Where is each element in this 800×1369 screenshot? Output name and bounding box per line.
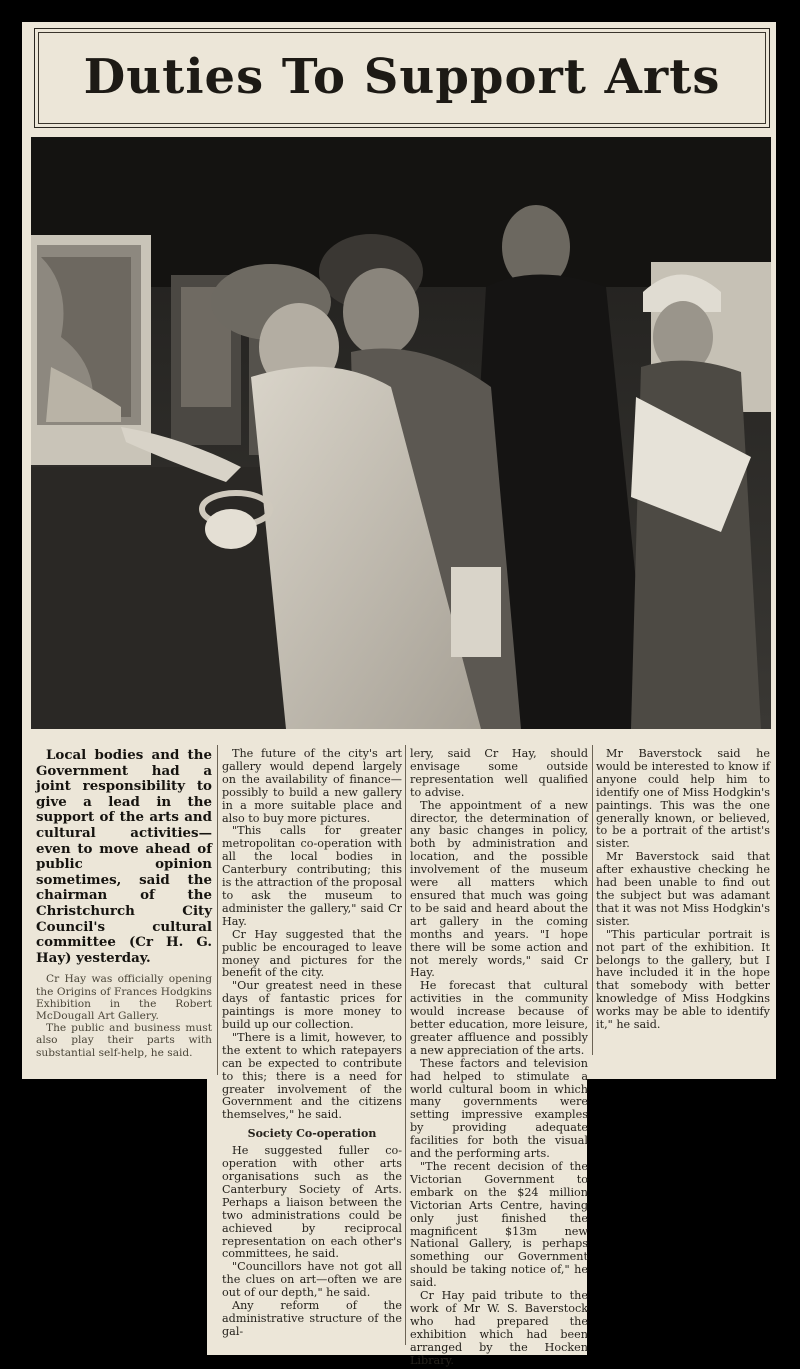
article-column-1 (36, 748, 212, 1059)
article-column-2 (222, 748, 402, 1339)
paragraph: He suggested fuller co-operation with other arts organisations such as the Canterbury Society of Arts. Perhaps a liaison between the two administrations could be achieved by reciprocal representation on each other's committees, he said. (222, 1144, 402, 1261)
article-column-4 (596, 748, 770, 1032)
paragraph: lery, said Cr Hay, should envisage some outside representation well qualified to advise. (410, 747, 588, 799)
column-rule (592, 745, 593, 1055)
paragraph: Mr Baverstock said he would be interested to know if anyone could help him to identify one of Miss Hodgkin's paintings. This was the one generally known, or believed, to be a portrait of the artist's sister. (596, 747, 770, 851)
article-lead: Local bodies and the Government had a joint responsibility to give a lead in the support of the arts and cultural activities—even to move ahead of public opinion sometimes, said the chairman of the Christchurch City Council's cultural committee (Cr H. G. Hay) yesterday. (36, 747, 212, 966)
paragraph: "This particular portrait is not part of the exhibition. It belongs to the gallery, but I have included it in the hope that somebody with better knowledge of Miss Hodgkins works may be able to identify it," he said. (596, 927, 770, 1032)
paragraph: The public and business must also play their parts with substantial self-help, he said. (36, 1022, 212, 1059)
paragraph: The appointment of a new director, the determination of any basic changes in policy, both by administration and location, and the possible involvement of the museum were all matters which ensured that much was going to be said and heard about the art gallery in the coming months and years. "I hope there will be some action and not merely words," said Cr Hay. (410, 798, 588, 980)
paragraph: These factors and television had helped to stimulate a world cultural boom in which many governments were setting impressive examples by providing adequate facilities for both the visual and the performing arts. (410, 1056, 588, 1161)
gallery-photo-illustration (31, 137, 771, 729)
paragraph: Any reform of the administrative structure of the gal- (222, 1299, 402, 1338)
paragraph: Cr Hay was officially opening the Origins of Frances Hodgkins Exhibition in the Robert McDougall Art Gallery. (36, 973, 212, 1022)
paragraph: Cr Hay paid tribute to the work of Mr W. S. Baverstock who had prepared the exhibition which had been arranged by the Hocken Library. (410, 1289, 588, 1367)
news-photo (31, 137, 771, 729)
paragraph: "This calls for greater metropolitan co-operation with all the local bodies in Canterbury contributing; this is the attraction of the proposal to ask the museum to administer the gallery," said Cr Hay. (222, 824, 402, 928)
subheading: Society Co-operation (247, 1127, 377, 1141)
paragraph: Mr Baverstock said that after exhaustive checking he had been unable to find out the subject but was adamant that it was not Miss Hodgkin's sister. (596, 850, 770, 928)
paragraph: "The recent decision of the Victorian Government to embark on the $24 million Victorian Arts Centre, having only just finished the magnificent $13m new National Gallery, is perhaps something our Government should be taking notice of," he said. (410, 1160, 588, 1290)
paragraph: The future of the city's art gallery would depend largely on the availability of finance—possibly to build a new gallery in a more suitable place and also to buy more pictures. (222, 747, 402, 825)
headline: Duties To Support Arts (83, 49, 721, 105)
paragraph: He forecast that cultural activities in the community would increase because of better education, more leisure, greater affluence and possibly a new appreciation of the arts. (410, 979, 588, 1057)
paragraph: "Councillors have not got all the clues on art—often we are out of our depth," he said. (222, 1260, 402, 1300)
column-rule (405, 745, 406, 1345)
column-rule (217, 745, 218, 1075)
headline-frame (34, 28, 770, 128)
article-column-3 (410, 748, 588, 1368)
paragraph: Cr Hay suggested that the public be encouraged to leave money and pictures for the benefit of the city. (222, 927, 402, 980)
paragraph: "Our greatest need in these days of fantastic prices for paintings is more money to build up our collection. (222, 979, 402, 1032)
paragraph: "There is a limit, however, to the extent to which ratepayers can be expected to contribute to this; there is a need for greater involvement of the Government and the citizens themselves," he said. (222, 1030, 402, 1122)
